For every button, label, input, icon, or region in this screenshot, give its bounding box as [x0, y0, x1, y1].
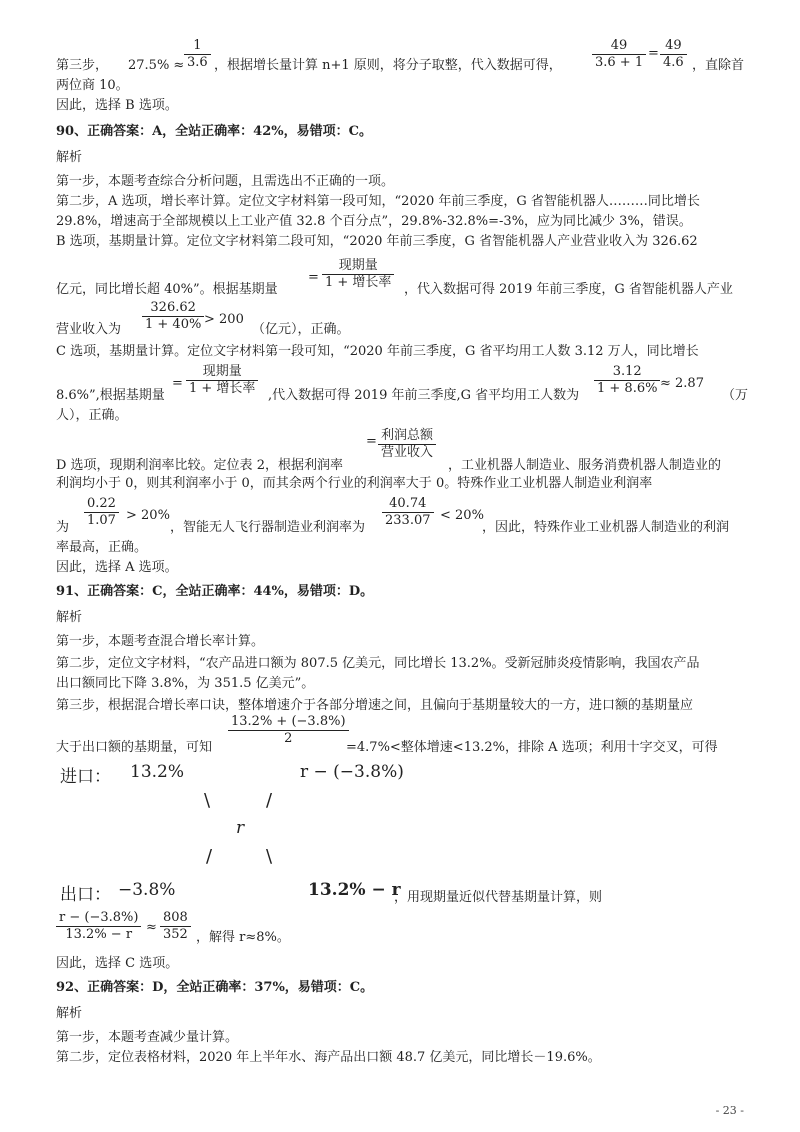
q90-option-b-line2a: 亿元，同比增长超 40%”。根据基期量: [56, 282, 278, 297]
equals-sign: =: [648, 46, 659, 61]
q90-option-b-line2b: ，代入数据可得 2019 年前三季度，G 省智能机器人产业: [404, 282, 733, 297]
cross-backslash-top: \: [204, 790, 211, 811]
page-number: - 23 -: [715, 1104, 744, 1117]
q90-option-c-line2c: （万: [722, 388, 749, 403]
cross-top-right: r − (−3.8%): [300, 762, 404, 782]
fraction-49-over-4.6plus: $\frac{49}{3.6 + 1}$: [592, 38, 646, 71]
cross-slash-top: /: [266, 790, 273, 811]
cross-backslash-bottom: \: [266, 846, 273, 867]
q91-step3a: 第三步，根据混合增长率口诀，整体增速介于各部分增速之间，且偏向于基期量较大的一方，进口额的基期量应: [56, 698, 694, 713]
cross-import-label: 进口：: [60, 767, 111, 787]
fraction-base-formula: 现期量 1 + 增长率: [322, 258, 394, 291]
equals-sign: =: [172, 376, 183, 391]
fraction-3.12: $\frac{3.12}{1 + 8.6\%}$: [594, 364, 660, 397]
gt-200: > 200: [204, 312, 244, 327]
q90-option-d-line2: 利润均小于 0，则其利润率小于 0，而其余两个行业的利润率大于 0。特殊作业工业机器人制造业利润率: [56, 476, 653, 491]
cross-import-value: 13.2%: [130, 762, 185, 782]
q90-option-c-line2a: 8.6%”,根据基期量: [56, 388, 165, 403]
q90-option-c-line1: C 选项，基期量计算。定位文字材料第一段可知，“2020 年前三季度，G 省平均用工人数 3.12 万人，同比增长: [56, 344, 699, 359]
q91-step2a: 第二步，定位文字材料，“农产品进口额为 807.5 亿美元，同比增长 13.2%。受新冠肺炎疫情影响，我国农产品: [56, 656, 700, 671]
fraction-base-formula-c: 现期量 1 + 增长率: [186, 364, 258, 397]
equals-sign: =: [308, 270, 319, 285]
therefore-b: 因此，选择 B 选项。: [56, 98, 178, 113]
cross-slash-bottom: /: [206, 846, 213, 867]
q90-step2a: 第二步，A 选项，增长率计算。定位文字材料第一段可知，“2020 年前三季度，G 省智能机器人………同比增长: [56, 194, 700, 209]
frac1-left: 27.5% ≈: [128, 58, 185, 73]
q92-heading: 92、正确答案：D，全站正确率：37%，易错项：C。: [56, 980, 374, 995]
cross-center-r: r: [236, 818, 245, 838]
q91-after-cross: ，用现期量近似代替基期量计算，则: [394, 890, 603, 905]
gt-20pct: > 20%: [126, 508, 170, 523]
q90-option-b-line3b: （亿元），正确。: [252, 322, 350, 337]
fraction-326.62: $\frac{326.62}{1 + 40\%}$: [142, 300, 204, 333]
lt-20pct: < 20%: [440, 508, 484, 523]
step3-label: 第三步，: [56, 58, 109, 73]
q90-option-d-line1a: D 选项，现期利润率比较。定位表 2，根据利润率: [56, 458, 343, 473]
fraction-49-over-4.6: $\frac{49}{4.6}$: [660, 38, 687, 71]
fraction-808-over-352: $\frac{808}{352}$: [160, 910, 191, 943]
q90-option-c-line3: 人），正确。: [56, 408, 128, 423]
fraction-profit-rate: 利润总额 营业收入: [378, 428, 436, 461]
approx-2.87: ≈ 2.87: [660, 376, 704, 391]
q90-option-d-line4: 率最高，正确。: [56, 540, 148, 555]
q90-jiexi: 解析: [56, 150, 83, 165]
approx-sign: ≈: [146, 920, 157, 935]
step3-tail: ，直除首: [692, 58, 745, 73]
q90-therefore: 因此，选择 A 选项。: [56, 560, 178, 575]
q90-step2b: 29.8%，增速高于全部规模以上工业产值 32.8 个百分点”，29.8%-32.8%=-3%，应为同比减少 3%，错误。: [56, 214, 692, 229]
q91-step1: 第一步，本题考查混合增长率计算。: [56, 634, 265, 649]
q90-heading: 90、正确答案：A，全站正确率：42%，易错项：C。: [56, 124, 372, 139]
q91-step3b: 大于出口额的基期量，可知: [56, 740, 213, 755]
step3-line2: 两位商 10。: [56, 78, 129, 93]
q91-step3c: =4.7%<整体增速<13.2%，排除 A 选项；利用十字交叉，可得: [346, 740, 718, 755]
q92-jiexi: 解析: [56, 1006, 83, 1021]
q90-step1: 第一步，本题考查综合分析问题，且需选出不正确的一项。: [56, 174, 395, 189]
q90-option-b-line3a: 营业收入为: [56, 322, 122, 337]
q90-option-b-line1: B 选项，基期量计算。定位文字材料第二段可知，“2020 年前三季度，G 省智能机器人产业营业收入为 326.62: [56, 234, 698, 249]
fraction-mixed-avg: $\frac{13.2\% + (-3.8\%)}{2}$: [228, 714, 349, 747]
q91-jiexi: 解析: [56, 610, 83, 625]
q92-step1: 第一步，本题考查减少量计算。: [56, 1030, 239, 1045]
q91-therefore: 因此，选择 C 选项。: [56, 956, 179, 971]
fraction-40.74: $\frac{40.74}{233.07}$: [382, 496, 434, 529]
q91-step2b: 出口额同比下降 3.8%，为 351.5 亿美元”。: [56, 676, 315, 691]
q90-option-d-line1b: ，工业机器人制造业、服务消费机器人制造业的: [448, 458, 722, 473]
q90-option-d-line3b: ，智能无人飞行器制造业利润率为: [170, 520, 366, 535]
equals-sign: =: [366, 434, 377, 449]
fraction-r-expression: $\frac{r - (-3.8\%)}{13.2\% - r}$: [56, 910, 141, 943]
step3-text: ，根据增长量计算 n+1 原则，将分子取整，代入数据可得，: [214, 58, 562, 73]
q91-final-tail: ，解得 r≈8%。: [196, 930, 290, 945]
cross-export-label: 出口：: [60, 885, 111, 905]
q90-option-d-line3a: 为: [56, 520, 70, 535]
cross-export-value: −3.8%: [118, 880, 176, 900]
q91-heading: 91、正确答案：C，全站正确率：44%，易错项：D。: [56, 584, 374, 599]
cross-bottom-right: 13.2% − r: [308, 880, 401, 900]
q92-step2: 第二步，定位表格材料，2020 年上半年水、海产品出口额 48.7 亿美元，同比增长－19.6%。: [56, 1050, 601, 1065]
q90-option-d-line3c: ，因此，特殊作业工业机器人制造业的利润: [482, 520, 730, 535]
q90-option-c-line2b: ,代入数据可得 2019 年前三季度,G 省平均用工人数为: [268, 388, 580, 403]
fraction-0.22: $\frac{0.22}{1.07}$: [84, 496, 119, 529]
fraction-1-over-3.6: $\frac{1}{3.6}$: [184, 38, 211, 71]
